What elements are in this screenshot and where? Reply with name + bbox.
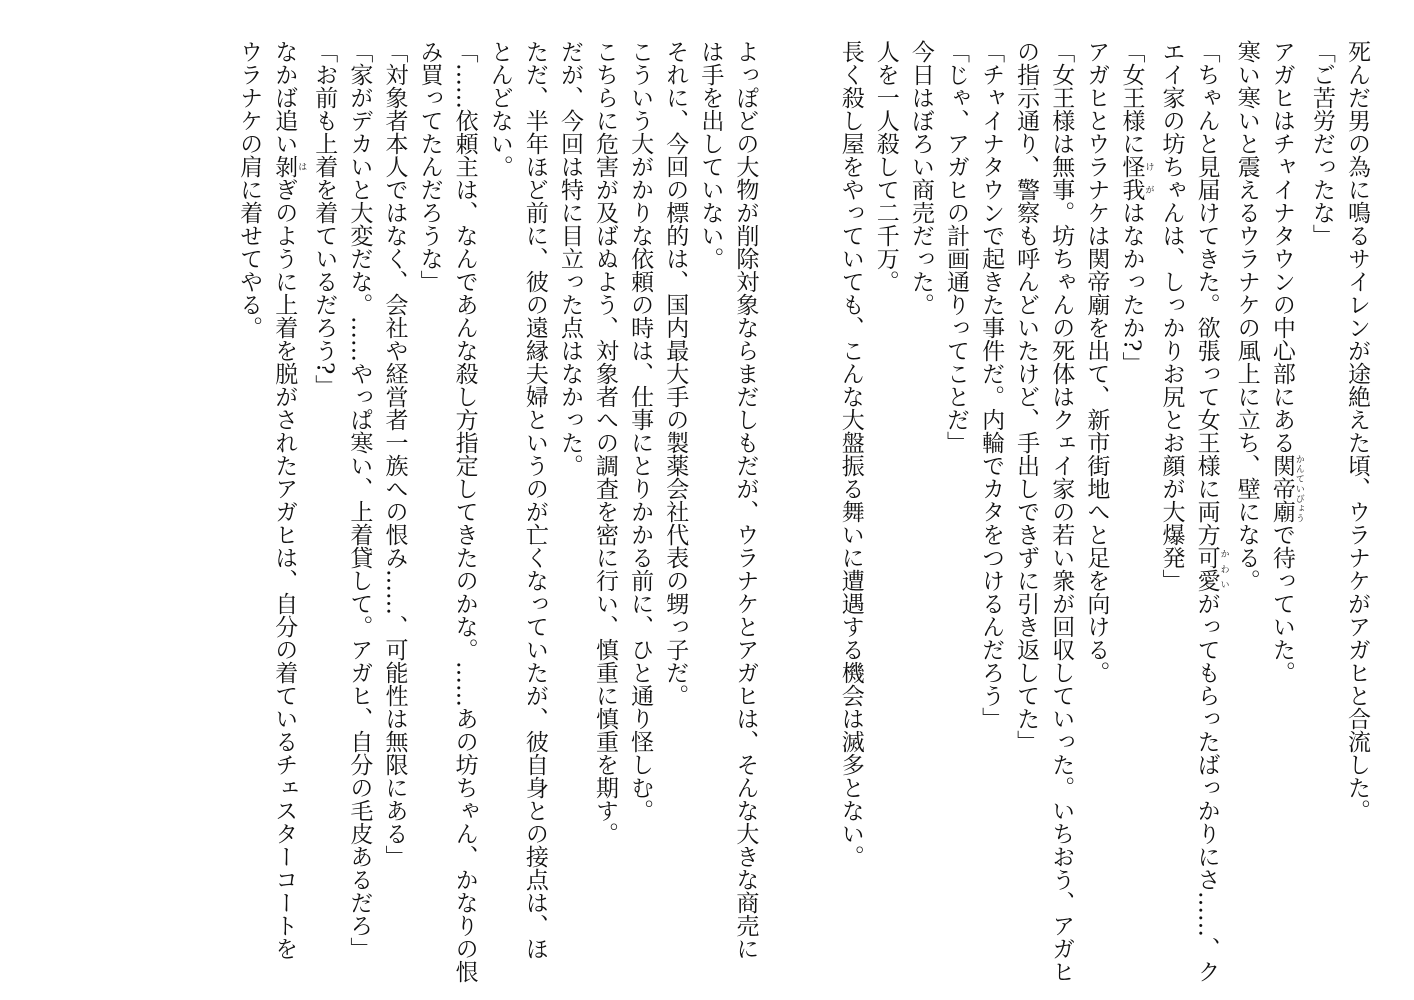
dialogue-line: エイ家の坊ちゃんは、しっかりお尻とお顔が大爆発」 bbox=[1158, 40, 1185, 592]
dialogue-line: 「家がデカいと大変だな。……やっぱ寒い、上着貸して。アガヒ、自分の毛皮あるだろ」 bbox=[346, 40, 373, 960]
text-fragment: はなかったか?」 bbox=[1118, 201, 1145, 375]
text-fragment: ぎのように上着を脱がされたアガヒは、自分の着ているチェスターコートを bbox=[271, 178, 298, 960]
ruby-base: 関帝廟 bbox=[1268, 454, 1295, 523]
text-line: 寒い寒いと震えるウラナケの風上に立ち、壁になる。 bbox=[1233, 40, 1260, 592]
text-line bbox=[1264, 40, 1304, 980]
dialogue-line: 「お前も上着を着ているだろう?」 bbox=[311, 40, 338, 398]
section-break bbox=[798, 40, 833, 980]
text-line: ウラナケの肩に着せてやる。 bbox=[236, 40, 263, 339]
text-line: 死んだ男の為に鳴るサイレンが途絶えた頃、ウラナケがアガヒと合流した。 bbox=[1344, 40, 1370, 822]
text-fragment: アガヒはチャイナタウンの中心部にある bbox=[1268, 40, 1295, 454]
ruby-base: 怪我 bbox=[1118, 155, 1145, 201]
section-break bbox=[762, 40, 797, 980]
dialogue-line: み買ってたんだろうな」 bbox=[416, 40, 443, 293]
text-line: よっぽどの大物が削除対象ならまだしもだが、ウラナケとアガヒは、そんな大きな商売に bbox=[732, 40, 759, 960]
ruby-base: 可愛 bbox=[1193, 546, 1220, 592]
dialogue-line bbox=[1113, 40, 1153, 980]
ruby-text: かわい bbox=[1218, 546, 1229, 592]
furigana-ha bbox=[271, 155, 307, 178]
text-line: 人を一人殺して二千万。 bbox=[872, 40, 899, 293]
dialogue-line: 「じゃ、アガヒの計画通りってことだ」 bbox=[942, 40, 969, 454]
text-line: 今日はぼろい商売だった。 bbox=[907, 40, 934, 316]
text-line: とんどない。 bbox=[486, 40, 513, 178]
furigana-kawai bbox=[1193, 546, 1229, 592]
ruby-text: かんていびょう bbox=[1293, 454, 1304, 523]
ruby-text: は bbox=[296, 155, 307, 178]
furigana-kega bbox=[1118, 155, 1154, 201]
dialogue-line: 「ご苦労だったな」 bbox=[1308, 40, 1335, 247]
dialogue-line: の指示通り、警察も呼んどいたけど、手出しできずに引き返してた」 bbox=[1013, 40, 1040, 753]
text-fragment: 「ちゃんと見届けてきた。欲張って女王様に両方 bbox=[1193, 40, 1220, 546]
furigana-kanteibyou bbox=[1268, 454, 1304, 523]
dialogue-line bbox=[1189, 40, 1229, 983]
text-line: アガヒとウラナケは関帝廟を出て、新市街地へと足を向ける。 bbox=[1083, 40, 1110, 684]
text-line: は手を出していない。 bbox=[697, 40, 724, 270]
text-line: ただ、半年ほど前に、彼の遠縁夫婦というのが亡くなっていたが、彼自身との接点は、ほ bbox=[521, 40, 548, 960]
ruby-base: 剝 bbox=[271, 155, 298, 178]
text-fragment: なかば追い bbox=[271, 40, 298, 155]
text-line: だが、今回は特に目立った点はなかった。 bbox=[556, 40, 583, 477]
dialogue-line: 「チャイナタウンで起きた事件だ。内輪でカタをつけるんだろう」 bbox=[978, 40, 1005, 730]
dialogue-line: 「女王様は無事。坊ちゃんの死体はクェイ家の若い衆が回収していった。いちおう、アガヒ bbox=[1048, 40, 1075, 983]
text-line: こちらに危害が及ばぬよう、対象者への調査を密に行い、慎重に慎重を期す。 bbox=[592, 40, 619, 845]
text-line: それに、今回の標的は、国内最大手の製薬会社代表の甥っ子だ。 bbox=[662, 40, 689, 707]
vertical-text-body bbox=[231, 40, 1374, 983]
dialogue-line: 「……依頼主は、なんであんな殺し方指定してきたのかな。……あの坊ちゃん、かなりの恨 bbox=[451, 40, 478, 983]
text-line bbox=[266, 40, 306, 980]
dialogue-line: 「対象者本人ではなく、会社や経営者一族への恨み……、可能性は無限にある」 bbox=[381, 40, 408, 868]
ruby-text: けが bbox=[1143, 155, 1154, 201]
text-line: 長く殺し屋をやっていても、こんな大盤振る舞いに遭遇する機会は滅多とない。 bbox=[837, 40, 864, 868]
text-fragment: 「女王様に bbox=[1118, 40, 1145, 155]
text-fragment: がってもらったばっかりにさ……、ク bbox=[1193, 592, 1220, 983]
text-line: こういう大がかりな依頼の時は、仕事にとりかかる前に、ひと通り怪しむ。 bbox=[627, 40, 654, 822]
text-fragment: で待っていた。 bbox=[1268, 523, 1295, 684]
